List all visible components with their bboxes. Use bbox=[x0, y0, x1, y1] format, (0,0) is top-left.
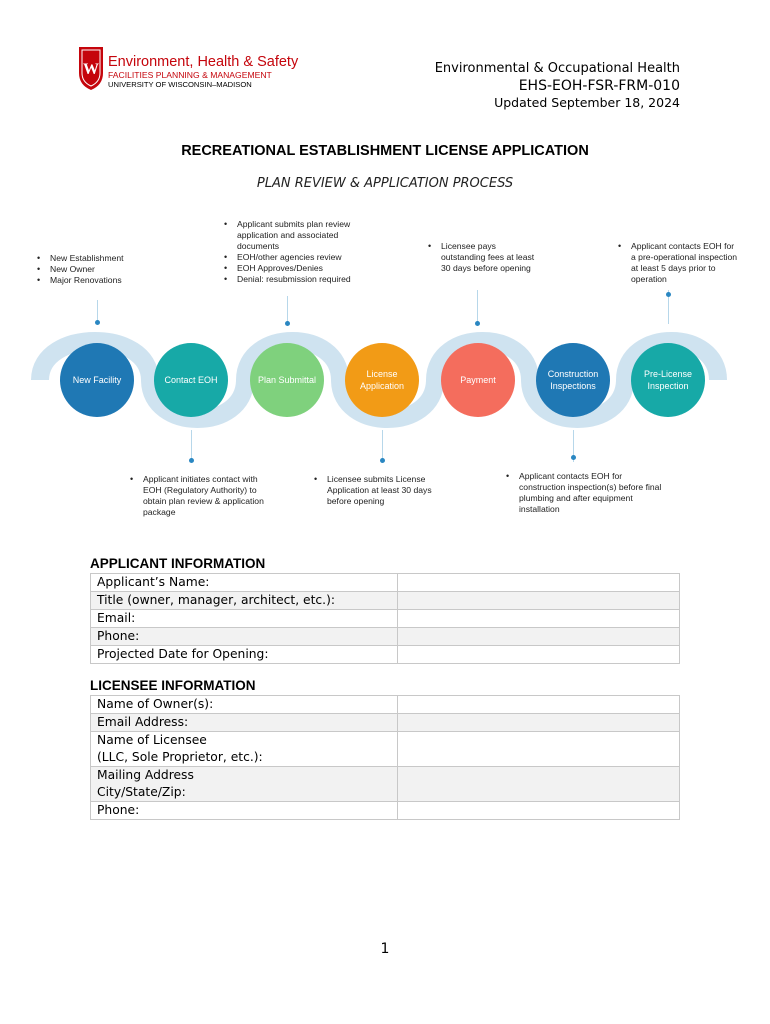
applicant-email-field[interactable] bbox=[398, 610, 680, 628]
applicant-phone-label: Phone: bbox=[91, 628, 398, 646]
table-row bbox=[91, 714, 680, 732]
svg-text:W: W bbox=[83, 61, 99, 78]
licensee-email-label: Email Address: bbox=[91, 714, 398, 732]
opening-date-field[interactable] bbox=[398, 646, 680, 664]
logo-brand-text: Environment, Health & Safety bbox=[108, 54, 299, 70]
note-item: • Applicant submits plan review application and associated documents bbox=[237, 219, 377, 252]
licensee-table bbox=[90, 695, 680, 820]
table-row bbox=[91, 646, 680, 664]
applicant-email-label: Email: bbox=[91, 610, 398, 628]
applicant-name-label: Applicant’s Name: bbox=[91, 574, 398, 592]
page-number: 1 bbox=[380, 941, 390, 957]
table-row bbox=[91, 732, 680, 767]
connector-dot bbox=[380, 458, 385, 463]
note-item: • Licensee submits License Application at least 30 days before opening bbox=[327, 474, 453, 507]
owner-name-field[interactable] bbox=[398, 696, 680, 714]
note-item: • Applicant contacts EOH for construction inspection(s) before final plumbing and after equipment installation bbox=[519, 471, 669, 515]
note-construction-inspections bbox=[505, 471, 669, 515]
process-step-circle bbox=[441, 343, 515, 417]
process-step-circle bbox=[250, 343, 324, 417]
note-payment bbox=[427, 241, 537, 274]
licensee-name-label bbox=[91, 732, 398, 767]
table-row bbox=[91, 628, 680, 646]
owner-name-label: Name of Owner(s): bbox=[91, 696, 398, 714]
applicant-title-field[interactable] bbox=[398, 592, 680, 610]
connector-dot bbox=[95, 320, 100, 325]
logo-subtitle: FACILITIES PLANNING & MANAGEMENT bbox=[108, 70, 272, 80]
note-item: • Applicant contacts EOH for a pre-operational inspection at least 5 days prior to operation bbox=[631, 241, 741, 285]
process-step-label: New Facility bbox=[72, 375, 122, 385]
applicant-table bbox=[90, 573, 680, 664]
process-step-circle bbox=[536, 343, 610, 417]
note-item: • Applicant initiates contact with EOH (Regulatory Authority) to obtain plan review & application package bbox=[143, 474, 273, 518]
process-step-label: Plan Submittal bbox=[257, 375, 317, 385]
licensee-heading: LICENSEE INFORMATION bbox=[90, 678, 256, 693]
note-item: • Denial: resubmission required bbox=[237, 274, 377, 285]
form-number: EHS-EOH-FSR-FRM-010 bbox=[518, 78, 680, 94]
applicant-name-field[interactable] bbox=[398, 574, 680, 592]
process-step-circle bbox=[345, 343, 419, 417]
note-license-application bbox=[313, 474, 453, 507]
mailing-address-line2: City/State/Zip: bbox=[97, 785, 186, 799]
connector-dot bbox=[285, 321, 290, 326]
licensee-name-line1: Name of Licensee bbox=[97, 733, 207, 747]
table-row bbox=[91, 592, 680, 610]
note-item: • Licensee pays outstanding fees at least 30 days before opening bbox=[441, 241, 537, 274]
note-pre-license bbox=[617, 241, 741, 285]
licensee-phone-label: Phone: bbox=[91, 802, 398, 820]
mailing-address-line1: Mailing Address bbox=[97, 768, 194, 782]
process-step-label: Pre-License Inspection bbox=[643, 369, 693, 391]
applicant-heading: APPLICANT INFORMATION bbox=[90, 556, 266, 571]
licensee-phone-field[interactable] bbox=[398, 802, 680, 820]
table-row bbox=[91, 767, 680, 802]
note-item: • Major Renovations bbox=[50, 275, 160, 286]
process-step-circle bbox=[154, 343, 228, 417]
process-step-label: Construction Inspections bbox=[547, 369, 599, 391]
department-name: Environmental & Occupational Health bbox=[434, 61, 680, 76]
note-contact-eoh bbox=[129, 474, 273, 518]
process-step-label: Payment bbox=[460, 375, 496, 385]
table-row bbox=[91, 802, 680, 820]
uw-crest-icon bbox=[76, 43, 106, 91]
note-item: • EOH/other agencies review bbox=[237, 252, 377, 263]
note-new-facility bbox=[36, 253, 160, 286]
applicant-title-label: Title (owner, manager, architect, etc.): bbox=[91, 592, 398, 610]
connector-dot bbox=[666, 292, 671, 297]
connector-line bbox=[287, 296, 288, 324]
process-step-circle bbox=[60, 343, 134, 417]
connector-line bbox=[477, 290, 478, 324]
note-item: • New Establishment bbox=[50, 253, 160, 264]
table-row bbox=[91, 574, 680, 592]
connector-dot bbox=[189, 458, 194, 463]
licensee-name-line2: (LLC, Sole Proprietor, etc.): bbox=[97, 750, 263, 764]
process-step-label: Contact EOH bbox=[164, 375, 218, 385]
connector-dot bbox=[475, 321, 480, 326]
process-step-circle bbox=[631, 343, 705, 417]
note-item: • New Owner bbox=[50, 264, 160, 275]
connector-dot bbox=[571, 455, 576, 460]
updated-date: Updated September 18, 2024 bbox=[494, 95, 680, 110]
opening-date-label: Projected Date for Opening: bbox=[91, 646, 398, 664]
table-row bbox=[91, 696, 680, 714]
process-step-label: License Application bbox=[359, 369, 405, 391]
document-title: RECREATIONAL ESTABLISHMENT LICENSE APPLICATION bbox=[181, 143, 589, 159]
note-plan-submittal bbox=[223, 219, 377, 285]
mailing-address-label bbox=[91, 767, 398, 802]
note-item: • EOH Approves/Denies bbox=[237, 263, 377, 274]
table-row bbox=[91, 610, 680, 628]
licensee-name-field[interactable] bbox=[398, 732, 680, 767]
mailing-address-field[interactable] bbox=[398, 767, 680, 802]
applicant-phone-field[interactable] bbox=[398, 628, 680, 646]
licensee-email-field[interactable] bbox=[398, 714, 680, 732]
logo-university: UNIVERSITY OF WISCONSIN–MADISON bbox=[108, 80, 252, 89]
process-subtitle: PLAN REVIEW & APPLICATION PROCESS bbox=[256, 176, 514, 191]
